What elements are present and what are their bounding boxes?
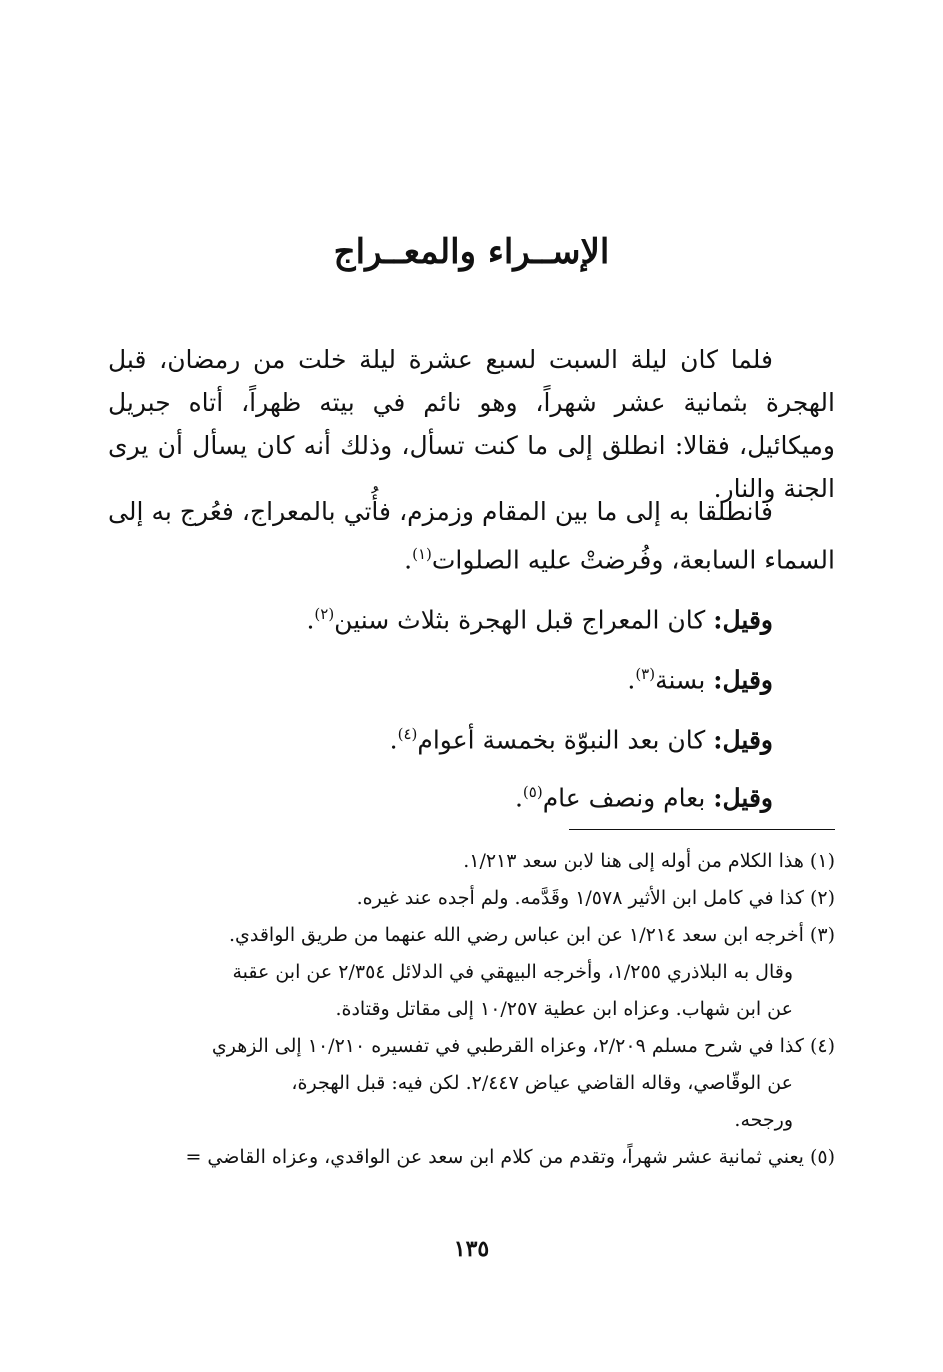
footnote-separator [569, 829, 835, 830]
footnote-ref-4: (٤) [397, 725, 418, 743]
quote-text: كان المعراج قبل الهجرة بثلاث سنين [334, 605, 706, 635]
chapter-title: الإســراء والمعــراج [333, 232, 610, 272]
page-number: ١٣٥ [453, 1236, 490, 1262]
quote-end: . [389, 725, 398, 755]
quote-end: . [306, 605, 315, 635]
footnote-ref-5: (٥) [522, 783, 543, 801]
paragraph-1-text: فلما كان ليلة السبت لسبع عشرة ليلة خلت من رمضان، قبل الهجرة بثمانية عشر شهراً، وهو نائم في بيته ظهراً، أتاه جبريل وميكائيل، فقالا: انطلق إلى ما كنت تسأل، وذلك أنه كان يسأل أن يرى الجنة والنار. [108, 345, 835, 503]
paragraph-2-end: . [404, 545, 413, 575]
quote-label: وقيل: [713, 725, 773, 755]
quote-label: وقيل: [713, 605, 773, 635]
paragraph-2-text: فانطلقا به إلى ما بين المقام وزمزم، فأُتي بالمعراج، فعُرج به إلى السماء السابعة، وفُرضتْ عليه الصلوات [108, 497, 835, 575]
footnotes [108, 843, 835, 1176]
quote-line-3 [108, 714, 773, 760]
footnote-5: (٥) يعني ثمانية عشر شهراً، وتقدم من كلام ابن سعد عن الواقدي، وعزاه القاضي = [185, 1146, 835, 1168]
footnote-3-continued: وقال به البلاذري ١/٢٥٥، وأخرجه البيهقي في الدلائل ٢/٣٥٤ عن ابن عقبة [232, 961, 793, 983]
footnote-1: (١) هذا الكلام من أوله إلى هنا لابن سعد ١/٢١٣. [463, 850, 835, 872]
quote-line-2 [108, 654, 773, 700]
footnote-ref-1: (١) [412, 545, 432, 563]
quote-text: بسنة [655, 665, 706, 695]
footnote-4-continued: عن الوقّاصي، وقاله القاضي عياض ٢/٤٤٧. لكن فيه: قبل الهجرة، [291, 1072, 793, 1094]
footnote-3: (٣) أخرجه ابن سعد ١/٢١٤ عن ابن عباس رضي الله عنهما من طريق الواقدي. [228, 924, 835, 946]
footnote-3-continued: عن ابن شهاب. وعزاه ابن عطية ١٠/٢٥٧ إلى مقاتل وقتادة. [335, 998, 793, 1020]
footnote-4: (٤) كذا في شرح مسلم ٢/٢٠٩، وعزاه القرطبي في تفسيره ١٠/٢١٠ إلى الزهري [211, 1035, 835, 1057]
footnote-4-continued: ورجحه. [734, 1109, 793, 1131]
quote-end: . [627, 665, 636, 695]
quote-text: بعام ونصف عام [542, 783, 706, 813]
quote-label: وقيل: [713, 665, 773, 695]
quote-label: وقيل: [713, 783, 773, 813]
footnote-2: (٢) كذا في كامل ابن الأثير ١/٥٧٨ وقَدَّمه. ولم أجده عند غيره. [356, 887, 835, 909]
paragraph-2 [108, 490, 835, 581]
quote-line-1 [108, 594, 773, 640]
quote-end: . [514, 783, 523, 813]
footnote-ref-2: (٢) [314, 605, 335, 623]
quote-text: كان بعد النبوّة بخمسة أعوام [417, 725, 706, 755]
paragraph-1 [108, 338, 835, 510]
quote-line-4 [108, 772, 773, 818]
footnote-ref-3: (٣) [635, 665, 656, 683]
